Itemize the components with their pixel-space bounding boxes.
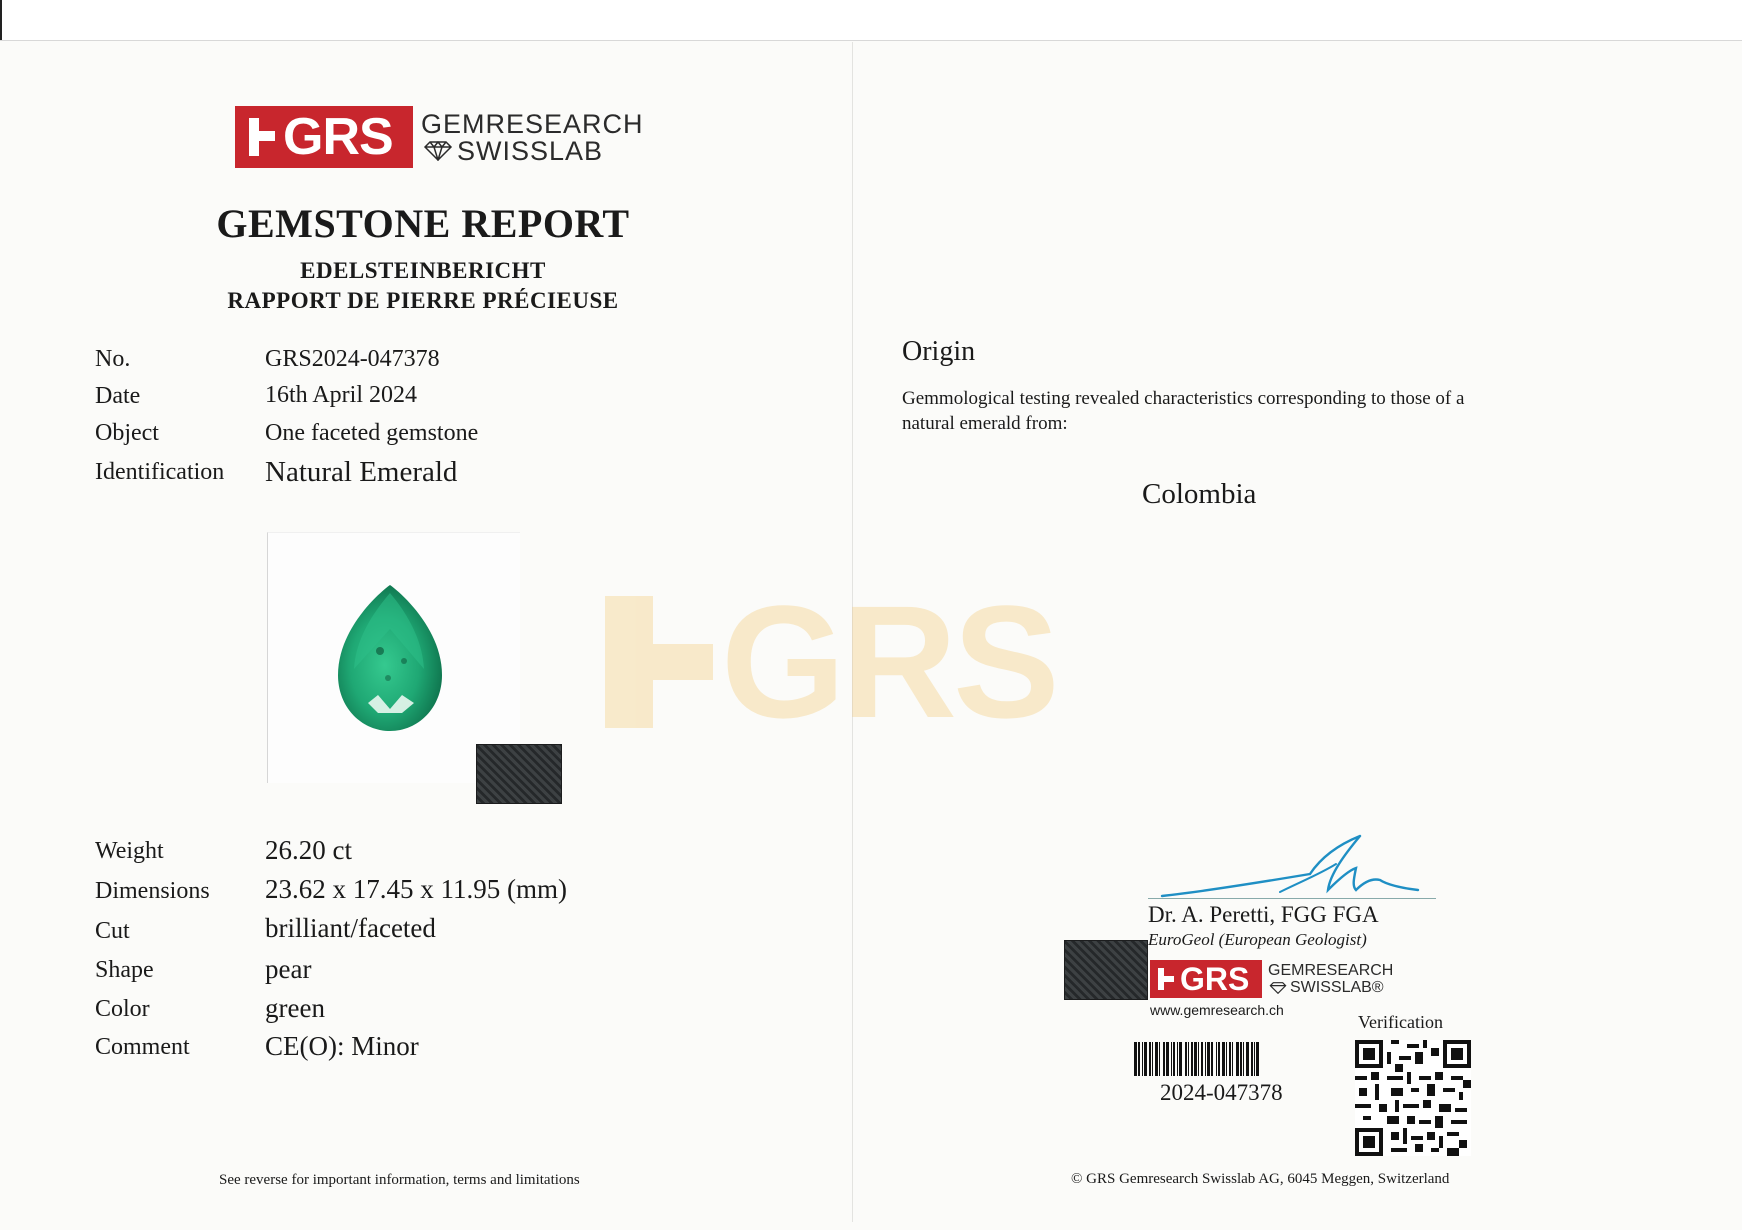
barcode-number: 2024-047378 [1160,1080,1283,1105]
label-object: Object [95,420,159,446]
label-cut: Cut [95,918,130,944]
label-number: No. [95,346,131,372]
grs-logo [235,106,413,168]
value-dimensions: 23.62 x 17.45 x 11.95 (mm) [265,874,567,904]
origin-heading: Origin [902,336,976,367]
diamond-icon [421,141,455,161]
logo-wordmark [421,110,644,164]
website-link[interactable]: www.gemresearch.ch [1150,1002,1284,1018]
logo-line-gemresearch-small: GEMRESEARCH [1268,962,1394,979]
verification-label: Verification [1358,1012,1443,1032]
label-identification: Identification [95,459,225,485]
signature-line [1148,898,1436,899]
signatory-name: Dr. A. Peretti, FGG FGA [1148,902,1379,927]
report-title-german: EDELSTEINBERICHT [300,258,546,283]
label-weight: Weight [95,838,164,864]
label-color: Color [95,996,150,1022]
report-title-french: RAPPORT DE PIERRE PRÉCIEUSE [227,288,619,313]
footer-disclaimer: See reverse for important information, terms and limitations [219,1172,580,1188]
label-shape: Shape [95,957,154,983]
verification-qr-code[interactable] [1355,1040,1471,1156]
report-title: GEMSTONE REPORT [216,201,630,246]
footer-copyright: © GRS Gemresearch Swisslab AG, 6045 Meggen, Switzerland [1071,1171,1450,1187]
logo-line-gemresearch: GEMRESEARCH [421,109,644,139]
grs-logo-small [1150,960,1262,998]
watermark-text: GRS [721,572,1056,751]
value-shape: pear [265,954,312,984]
grs-watermark [605,572,1056,751]
value-object: One faceted gemstone [265,420,479,446]
security-hologram-small [1064,940,1148,1000]
value-number: GRS2024-047378 [265,346,440,372]
scan-edge-mark [0,0,2,40]
security-hologram [476,744,562,804]
logo-line-swisslab: SWISSLAB [457,136,604,166]
label-date: Date [95,383,141,409]
signature-image [1160,834,1420,904]
logo-wordmark-small [1268,962,1393,996]
swiss-cross-icon [243,106,277,168]
diamond-icon-small [1268,982,1288,994]
label-comment: Comment [95,1034,190,1060]
label-dimensions: Dimensions [95,878,210,904]
origin-country: Colombia [1142,478,1257,510]
value-cut: brilliant/faceted [265,913,436,943]
signatory-title: EuroGeol (European Geologist) [1148,930,1367,949]
logo-line-swisslab-small: SWISSLAB® [1290,979,1384,996]
barcode-image [1134,1042,1320,1076]
value-comment: CE(O): Minor [265,1031,419,1061]
value-color: green [265,993,325,1023]
value-identification: Natural Emerald [265,456,458,488]
logo-mark-text-small: GRS [1180,961,1250,997]
logo-mark-text: GRS [283,108,393,166]
value-weight: 26.20 ct [265,835,352,865]
value-date: 16th April 2024 [265,382,418,408]
origin-text: Gemmological testing revealed characteristics corresponding to those of a natural emerald from: [902,388,1465,434]
swiss-cross-icon-small [1155,960,1177,998]
